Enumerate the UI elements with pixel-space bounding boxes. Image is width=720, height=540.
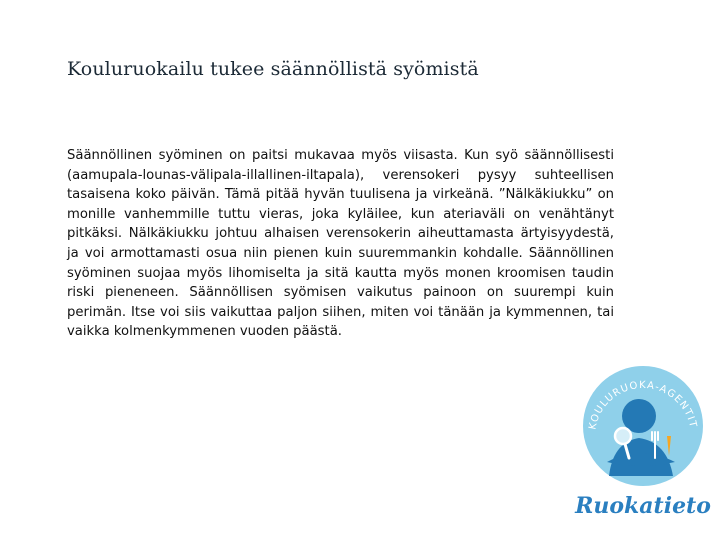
badge-ring-text: KOULURUOKA-AGENTIT [587, 379, 699, 431]
slide-title: Kouluruokailu tukee säännöllistä syömistä [67, 58, 479, 80]
ruokatieto-wordmark: Ruokatieto [575, 493, 711, 519]
ruokatieto-logo [573, 358, 713, 528]
body-paragraph: Säännöllinen syöminen on paitsi mukavaa myös viisasta. Kun syö säännöllisesti (aamupala-lounas-välipala-illallinen-iltapala), verensokeri pysyy suhteellisen tasaisena koko päivän. Tämä pitää hyvän tuulisena ja virkeänä. ”Nälkäkiukku” on monille vanhemmille tuttu vieras, joka kyläilee, kun ateriaväli on venähtänyt pitkäksi. Nälkäkiukku johtuu alhaisen verensokerin aiheuttamasta ärtyisyydestä, ja voi armottamasti osua niin pienen kuin suuremmankin kohdalle. Säännöllinen syöminen suojaa myös lihomiselta ja sitä kautta myös monen kroomisen taudin riski pieneneen. Säännöllisen syömisen vaikutus painoon on suurempi kuin perimän. Itse voi siis vaikuttaa paljon siihen, miten voi tänään ja kymmennen, tai vaikka kolmenkymmenen vuoden päästä. [67, 148, 614, 340]
logo-badge-icon [573, 358, 713, 528]
